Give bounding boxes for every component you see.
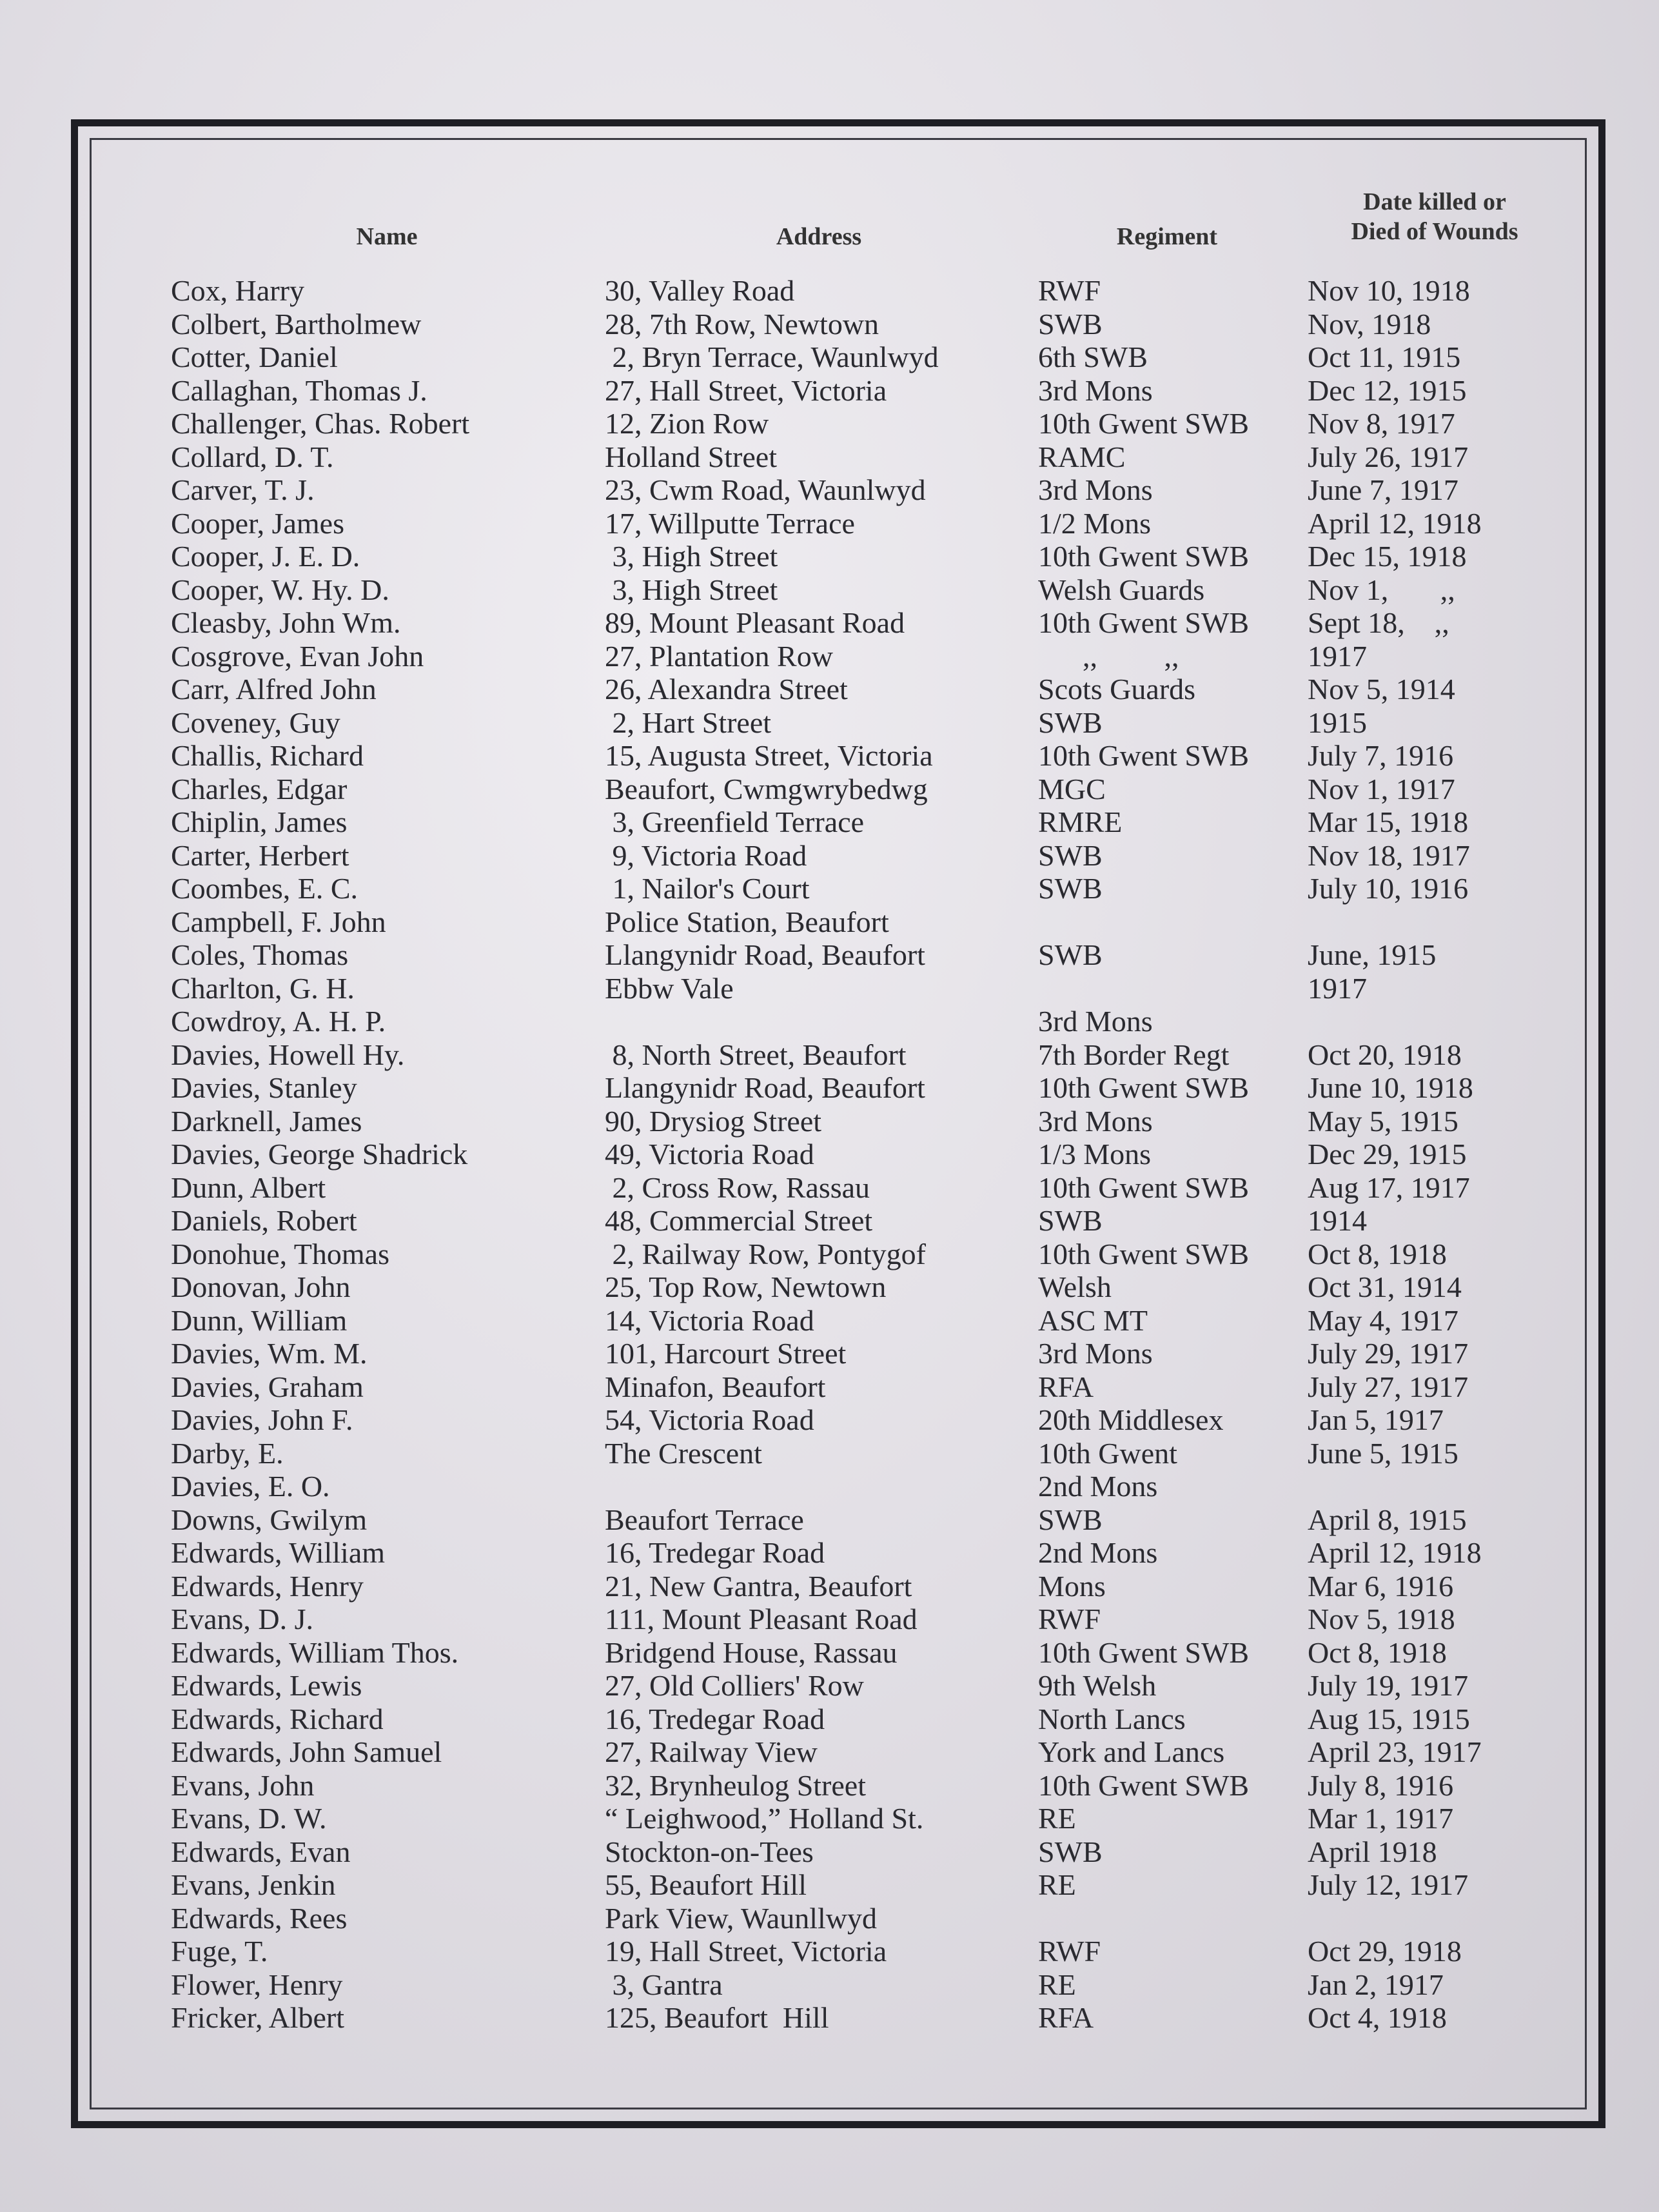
cell-regiment: RE — [1038, 1968, 1076, 2001]
cell-regiment: 20th Middlesex — [1038, 1403, 1224, 1436]
table-row — [0, 1304, 1659, 1338]
cell-date: May 5, 1915 — [1308, 1104, 1458, 1138]
cell-date: June, 1915 — [1308, 938, 1437, 971]
cell-regiment: York and Lancs — [1038, 1735, 1225, 1768]
cell-date: 1914 — [1308, 1204, 1367, 1237]
table-row — [0, 1105, 1659, 1138]
cell-name: Campbell, F. John — [171, 905, 386, 938]
cell-date: May 4, 1917 — [1308, 1303, 1458, 1337]
cell-name: Challis, Richard — [171, 739, 364, 772]
cell-address: 28, 7th Row, Newtown — [605, 307, 879, 341]
cell-date: Oct 8, 1918 — [1308, 1635, 1447, 1669]
cell-name: Edwards, William Thos. — [171, 1635, 459, 1669]
cell-name: Callaghan, Thomas J. — [171, 373, 427, 407]
header-name: Name — [356, 223, 418, 250]
cell-date: Jan 2, 1917 — [1308, 1968, 1444, 2001]
cell-date: Nov, 1918 — [1308, 307, 1431, 341]
cell-date: June 5, 1915 — [1308, 1436, 1458, 1470]
cell-address: 25, Top Row, Newtown — [605, 1270, 887, 1303]
cell-regiment: 9th Welsh — [1038, 1669, 1157, 1702]
cell-address: Llangynidr Road, Beaufort — [605, 1071, 925, 1104]
cell-address: Police Station, Beaufort — [605, 905, 889, 938]
table-row — [0, 1238, 1659, 1271]
cell-name: Cox, Harry — [171, 274, 304, 307]
cell-date: Dec 15, 1918 — [1308, 540, 1467, 573]
cell-name: Coveney, Guy — [171, 706, 340, 739]
cell-date: April 12, 1918 — [1308, 1536, 1482, 1569]
cell-name: Evans, D. J. — [171, 1603, 314, 1635]
cell-address: 9, Victoria Road — [605, 838, 807, 872]
cell-address: Stockton-on-Tees — [605, 1835, 814, 1868]
cell-address: 2, Railway Row, Pontygof — [605, 1237, 926, 1270]
cell-regiment: 3rd Mons — [1038, 1005, 1153, 1038]
cell-address: The Crescent — [605, 1436, 762, 1470]
header-regiment: Regiment — [1116, 223, 1218, 250]
cell-regiment: RE — [1038, 1802, 1076, 1835]
cell-address: 26, Alexandra Street — [605, 673, 848, 706]
cell-date: Nov 18, 1917 — [1308, 838, 1470, 872]
cell-address: 111, Mount Pleasant Road — [605, 1603, 918, 1635]
cell-address: 12, Zion Row — [605, 407, 769, 440]
cell-regiment: 2nd Mons — [1038, 1470, 1158, 1503]
cell-address: 2, Hart Street — [605, 706, 772, 739]
cell-name: Coles, Thomas — [171, 938, 349, 971]
cell-address: 15, Augusta Street, Victoria — [605, 739, 933, 772]
table-row — [0, 1769, 1659, 1802]
cell-date: Mar 1, 1917 — [1308, 1802, 1454, 1835]
cell-date: July 26, 1917 — [1308, 440, 1469, 473]
cell-regiment: 6th SWB — [1038, 341, 1148, 373]
cell-name: Cleasby, John Wm. — [171, 606, 401, 639]
cell-regiment: SWB — [1038, 938, 1103, 971]
table-row — [0, 872, 1659, 905]
table-row — [0, 473, 1659, 507]
cell-address: 55, Beaufort Hill — [605, 1868, 807, 1901]
cell-address: 90, Drysiog Street — [605, 1104, 822, 1138]
cell-regiment: 3rd Mons — [1038, 1337, 1153, 1370]
cell-regiment: SWB — [1038, 838, 1103, 872]
cell-regiment: 3rd Mons — [1038, 1104, 1153, 1138]
cell-regiment: RWF — [1038, 274, 1101, 307]
table-row — [0, 606, 1659, 640]
cell-name: Cosgrove, Evan John — [171, 639, 424, 673]
cell-date: July 10, 1916 — [1308, 872, 1469, 905]
cell-date: Dec 12, 1915 — [1308, 373, 1467, 407]
cell-regiment: 10th Gwent SWB — [1038, 739, 1250, 772]
cell-address: 27, Railway View — [605, 1735, 818, 1768]
cell-address: Bridgend House, Rassau — [605, 1635, 898, 1669]
cell-regiment: 10th Gwent — [1038, 1436, 1177, 1470]
cell-date: Nov 5, 1918 — [1308, 1603, 1455, 1635]
table-row — [0, 739, 1659, 773]
cell-date: Oct 20, 1918 — [1308, 1038, 1462, 1071]
table-row — [0, 673, 1659, 706]
cell-address: Llangynidr Road, Beaufort — [605, 938, 925, 971]
table-row — [0, 1138, 1659, 1171]
cell-address: Minafon, Beaufort — [605, 1370, 826, 1403]
cell-date: Aug 15, 1915 — [1308, 1702, 1470, 1735]
cell-name: Edwards, Rees — [171, 1901, 348, 1935]
table-row — [0, 1868, 1659, 1902]
cell-address: 125, Beaufort Hill — [605, 2001, 829, 2034]
table-row — [0, 1902, 1659, 1935]
cell-date: April 1918 — [1308, 1835, 1437, 1868]
cell-address: 30, Valley Road — [605, 274, 795, 307]
cell-name: Davies, John F. — [171, 1403, 353, 1436]
table-row — [0, 1005, 1659, 1038]
table-row — [0, 2001, 1659, 2035]
cell-name: Darby, E. — [171, 1436, 284, 1470]
table-row — [0, 1270, 1659, 1304]
cell-regiment: SWB — [1038, 1835, 1103, 1868]
table-row — [0, 640, 1659, 673]
cell-address: 27, Hall Street, Victoria — [605, 373, 887, 407]
cell-regiment: Welsh Guards — [1038, 573, 1205, 606]
cell-address: 49, Victoria Road — [605, 1138, 814, 1170]
table-row — [0, 573, 1659, 607]
cell-date: June 10, 1918 — [1308, 1071, 1473, 1104]
cell-date: 1915 — [1308, 706, 1367, 739]
table-row — [0, 407, 1659, 440]
cell-name: Cowdroy, A. H. P. — [171, 1005, 386, 1038]
cell-name: Cooper, W. Hy. D. — [171, 573, 389, 606]
cell-address: Ebbw Vale — [605, 971, 734, 1005]
cell-address: Beaufort, Cwmgwrybedwg — [605, 772, 928, 805]
table-row — [0, 1835, 1659, 1869]
cell-name: Edwards, Evan — [171, 1835, 351, 1868]
cell-date: Nov 10, 1918 — [1308, 274, 1470, 307]
cell-address: 3, High Street — [605, 540, 778, 573]
cell-name: Fricker, Albert — [171, 2001, 344, 2034]
cell-name: Colbert, Bartholmew — [171, 307, 422, 341]
cell-name: Downs, Gwilym — [171, 1503, 368, 1536]
cell-address: 48, Commercial Street — [605, 1204, 873, 1237]
cell-regiment: 3rd Mons — [1038, 373, 1153, 407]
cell-regiment: RAMC — [1038, 440, 1126, 473]
cell-name: Evans, D. W. — [171, 1802, 327, 1835]
cell-regiment: 3rd Mons — [1038, 473, 1153, 506]
cell-name: Chiplin, James — [171, 805, 348, 838]
cell-date: Oct 29, 1918 — [1308, 1935, 1462, 1968]
cell-address: 19, Hall Street, Victoria — [605, 1935, 887, 1968]
cell-name: Charles, Edgar — [171, 772, 348, 805]
cell-address: 27, Plantation Row — [605, 639, 833, 673]
cell-regiment: 1/2 Mons — [1038, 506, 1152, 540]
cell-name: Edwards, John Samuel — [171, 1735, 442, 1768]
cell-date: Nov 8, 1917 — [1308, 407, 1455, 440]
cell-name: Evans, John — [171, 1768, 315, 1802]
cell-name: Davies, Wm. M. — [171, 1337, 368, 1370]
cell-name: Davies, Howell Hy. — [171, 1038, 405, 1071]
cell-regiment: RWF — [1038, 1935, 1101, 1968]
table-row — [0, 1802, 1659, 1835]
cell-address: 21, New Gantra, Beaufort — [605, 1569, 912, 1603]
table-row — [0, 1204, 1659, 1238]
table-row — [0, 1038, 1659, 1072]
cell-name: Darknell, James — [171, 1104, 362, 1138]
cell-regiment: SWB — [1038, 1503, 1103, 1536]
table-row — [0, 1536, 1659, 1570]
table-row — [0, 1337, 1659, 1370]
cell-name: Collard, D. T. — [171, 440, 334, 473]
cell-name: Davies, George Shadrick — [171, 1138, 468, 1170]
cell-address: 2, Bryn Terrace, Waunlwyd — [605, 341, 939, 373]
header-date — [1302, 187, 1567, 246]
cell-date: June 7, 1917 — [1308, 473, 1458, 506]
table-row — [0, 1071, 1659, 1105]
cell-name: Donovan, John — [171, 1270, 351, 1303]
table-row — [0, 1171, 1659, 1205]
cell-regiment: RWF — [1038, 1603, 1101, 1635]
cell-address: 14, Victoria Road — [605, 1303, 814, 1337]
cell-regiment: Mons — [1038, 1569, 1106, 1603]
table-row — [0, 773, 1659, 806]
cell-address: 16, Tredegar Road — [605, 1536, 825, 1569]
cell-regiment: RFA — [1038, 2001, 1094, 2034]
cell-date: Nov 5, 1914 — [1308, 673, 1455, 706]
cell-address: 89, Mount Pleasant Road — [605, 606, 905, 639]
cell-name: Edwards, Richard — [171, 1702, 384, 1735]
cell-name: Davies, E. O. — [171, 1470, 330, 1503]
cell-address: Holland Street — [605, 440, 777, 473]
cell-name: Carr, Alfred John — [171, 673, 377, 706]
table-row — [0, 1403, 1659, 1437]
cell-name: Edwards, Lewis — [171, 1669, 362, 1702]
cell-date: Jan 5, 1917 — [1308, 1403, 1444, 1436]
cell-date: Oct 4, 1918 — [1308, 2001, 1447, 2034]
header-date-line2: Died of Wounds — [1351, 218, 1518, 245]
table-row — [0, 507, 1659, 540]
cell-name: Donohue, Thomas — [171, 1237, 390, 1270]
cell-name: Challenger, Chas. Robert — [171, 407, 470, 440]
cell-date: 1917 — [1308, 971, 1367, 1005]
table-row — [0, 440, 1659, 474]
cell-name: Cooper, James — [171, 506, 344, 540]
table-row — [0, 540, 1659, 573]
cell-regiment: ASC MT — [1038, 1303, 1148, 1337]
cell-regiment: 10th Gwent SWB — [1038, 407, 1250, 440]
cell-name: Carter, Herbert — [171, 838, 349, 872]
cell-regiment: RFA — [1038, 1370, 1094, 1403]
table-row — [0, 1503, 1659, 1537]
table-row — [0, 1437, 1659, 1470]
cell-name: Carver, T. J. — [171, 473, 315, 506]
table-row — [0, 706, 1659, 740]
cell-date: Oct 11, 1915 — [1308, 341, 1461, 373]
table-row — [0, 1935, 1659, 1968]
cell-name: Daniels, Robert — [171, 1204, 357, 1237]
cell-regiment: MGC — [1038, 772, 1106, 805]
cell-address: 3, High Street — [605, 573, 778, 606]
cell-regiment: RMRE — [1038, 805, 1123, 838]
cell-date: Sept 18, ,, — [1308, 606, 1449, 639]
cell-date: Oct 8, 1918 — [1308, 1237, 1447, 1270]
cell-regiment: 10th Gwent SWB — [1038, 1768, 1250, 1802]
cell-regiment: Welsh — [1038, 1270, 1112, 1303]
cell-address: 1, Nailor's Court — [605, 872, 810, 905]
cell-address: “ Leighwood,” Holland St. — [605, 1802, 924, 1835]
cell-regiment: ,, ,, — [1038, 639, 1179, 673]
cell-address: 54, Victoria Road — [605, 1403, 814, 1436]
cell-date: Nov 1, 1917 — [1308, 772, 1455, 805]
cell-regiment: SWB — [1038, 1204, 1103, 1237]
table-row — [0, 1669, 1659, 1703]
cell-date: July 8, 1916 — [1308, 1768, 1454, 1802]
cell-address: 101, Harcourt Street — [605, 1337, 847, 1370]
cell-name: Coombes, E. C. — [171, 872, 358, 905]
cell-regiment: 1/3 Mons — [1038, 1138, 1152, 1170]
table-row — [0, 905, 1659, 939]
cell-date: Oct 31, 1914 — [1308, 1270, 1462, 1303]
cell-regiment: 10th Gwent SWB — [1038, 1635, 1250, 1669]
cell-date: July 29, 1917 — [1308, 1337, 1469, 1370]
roll-of-honour-table — [0, 274, 1659, 2035]
cell-regiment: 10th Gwent SWB — [1038, 1237, 1250, 1270]
table-row — [0, 1570, 1659, 1603]
table-row — [0, 972, 1659, 1005]
cell-regiment: 10th Gwent SWB — [1038, 540, 1250, 573]
cell-regiment: 2nd Mons — [1038, 1536, 1158, 1569]
cell-regiment: Scots Guards — [1038, 673, 1196, 706]
cell-address: 32, Brynheulog Street — [605, 1768, 866, 1802]
cell-date: July 12, 1917 — [1308, 1868, 1469, 1901]
cell-address: 16, Tredegar Road — [605, 1702, 825, 1735]
table-row — [0, 1636, 1659, 1670]
cell-name: Davies, Graham — [171, 1370, 364, 1403]
cell-regiment: RE — [1038, 1868, 1076, 1901]
cell-name: Flower, Henry — [171, 1968, 343, 2001]
cell-regiment: North Lancs — [1038, 1702, 1186, 1735]
table-row — [0, 1603, 1659, 1636]
cell-name: Davies, Stanley — [171, 1071, 357, 1104]
cell-regiment: SWB — [1038, 307, 1103, 341]
header-date-line1: Date killed or — [1363, 188, 1506, 215]
table-row — [0, 839, 1659, 873]
cell-regiment: 7th Border Regt — [1038, 1038, 1230, 1071]
cell-address: 27, Old Colliers' Row — [605, 1669, 864, 1702]
cell-date: Nov 1, ,, — [1308, 573, 1455, 606]
table-row — [0, 1470, 1659, 1503]
cell-date: July 7, 1916 — [1308, 739, 1454, 772]
table-row — [0, 308, 1659, 341]
table-row — [0, 341, 1659, 374]
table-row — [0, 938, 1659, 972]
cell-name: Edwards, Henry — [171, 1569, 364, 1603]
cell-date: Mar 15, 1918 — [1308, 805, 1469, 838]
cell-date: Dec 29, 1915 — [1308, 1138, 1467, 1170]
cell-address: 17, Willputte Terrace — [605, 506, 855, 540]
table-row — [0, 1703, 1659, 1736]
cell-name: Charlton, G. H. — [171, 971, 355, 1005]
table-row — [0, 274, 1659, 308]
cell-date: 1917 — [1308, 639, 1367, 673]
cell-date: April 23, 1917 — [1308, 1735, 1482, 1768]
table-row — [0, 805, 1659, 839]
cell-address: 3, Greenfield Terrace — [605, 805, 865, 838]
cell-date: July 27, 1917 — [1308, 1370, 1469, 1403]
cell-regiment: 10th Gwent SWB — [1038, 1170, 1250, 1204]
cell-name: Fuge, T. — [171, 1935, 268, 1968]
table-row — [0, 1735, 1659, 1769]
cell-regiment: SWB — [1038, 872, 1103, 905]
cell-date: April 8, 1915 — [1308, 1503, 1467, 1536]
cell-address: 8, North Street, Beaufort — [605, 1038, 907, 1071]
cell-name: Cooper, J. E. D. — [171, 540, 360, 573]
cell-name: Evans, Jenkin — [171, 1868, 336, 1901]
cell-date: July 19, 1917 — [1308, 1669, 1469, 1702]
cell-name: Dunn, William — [171, 1303, 348, 1337]
table-row — [0, 1968, 1659, 2002]
cell-address: 2, Cross Row, Rassau — [605, 1170, 870, 1204]
header-address: Address — [776, 223, 862, 250]
table-row — [0, 374, 1659, 408]
cell-address: 23, Cwm Road, Waunlwyd — [605, 473, 926, 506]
cell-regiment: 10th Gwent SWB — [1038, 606, 1250, 639]
cell-address: Park View, Waunllwyd — [605, 1901, 877, 1935]
cell-name: Edwards, William — [171, 1536, 386, 1569]
table-row — [0, 1370, 1659, 1404]
cell-address: Beaufort Terrace — [605, 1503, 804, 1536]
cell-name: Cotter, Daniel — [171, 341, 338, 373]
cell-date: Mar 6, 1916 — [1308, 1569, 1454, 1603]
cell-date: Aug 17, 1917 — [1308, 1170, 1470, 1204]
cell-date: April 12, 1918 — [1308, 506, 1482, 540]
cell-regiment: SWB — [1038, 706, 1103, 739]
cell-address: 3, Gantra — [605, 1968, 723, 2001]
cell-name: Dunn, Albert — [171, 1170, 326, 1204]
cell-regiment: 10th Gwent SWB — [1038, 1071, 1250, 1104]
